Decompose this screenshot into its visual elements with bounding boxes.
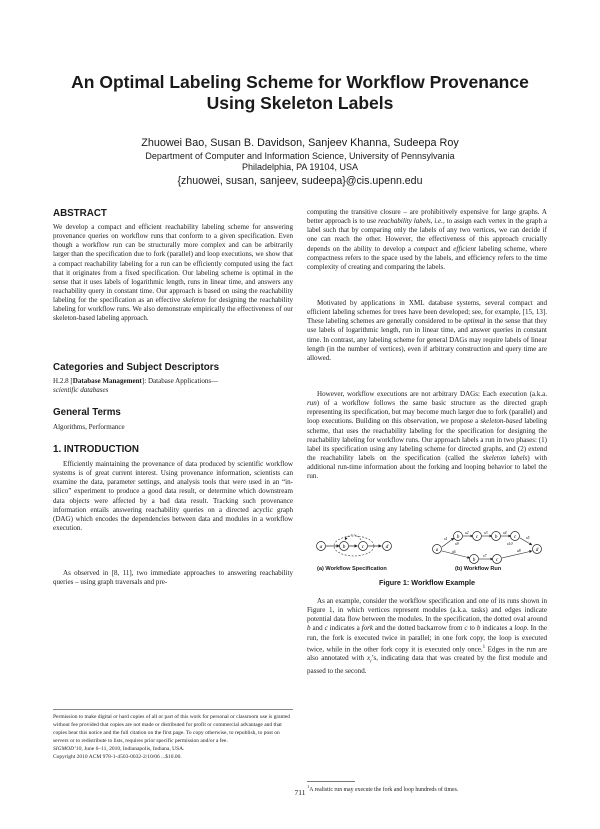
permission-copyright: Copyright 2010 ACM 978-1-4503-0032-2/10/06 ...$10.00. — [53, 753, 182, 760]
footnote-divider — [307, 781, 355, 782]
abstract-heading: ABSTRACT — [53, 208, 107, 219]
text-run: indicates a — [480, 624, 515, 633]
math-var: c — [464, 624, 468, 633]
run-edge-label: x8 — [517, 549, 521, 553]
workflow-figure — [307, 531, 547, 575]
text-run: and — [310, 624, 325, 633]
right-paragraph-1 — [307, 208, 547, 272]
spec-node-label: c — [361, 544, 365, 550]
page-number: 711 — [294, 788, 306, 797]
text-run: However, workflow executions are not arbitrary DAGs: Each execution (a.k.a. — [317, 390, 547, 398]
abstract-text — [53, 223, 293, 323]
figure-subcaption-a: (a) Workflow Specification — [317, 566, 387, 572]
abstract-skeleton-term: skeleton — [182, 296, 206, 304]
text-run: Motivated by applications in XML database systems, several compact and efficient labeling schemes for trees have been developed; see, for example, [15, 13]. These labeling schemes are generally considered to be — [307, 299, 547, 326]
text-run: computing the transitive closure – are prohibitively expensive for large graphs. A better approach is to use — [307, 208, 547, 226]
run-node-label: b — [494, 534, 498, 540]
text-run-italic: skeleton labels — [482, 453, 528, 462]
run-node-label: c — [495, 557, 499, 563]
right-paragraph-2 — [307, 299, 547, 363]
text-run: and the dotted backarrow from — [373, 624, 465, 633]
permission-text: Permission to make digital or hard copies of all or part of this work for personal or classroom use is granted without fee provided that copies are not made or distributed for profit or commercial advantage and that copies bear this notice and the full citation on the first page. To copy otherwise, to republish, to post on servers or to redistribute to lists, requires prior specific permission and/or a fee. — [53, 714, 291, 744]
run-edge-label: x2 — [465, 531, 469, 535]
spec-graph — [317, 535, 392, 556]
text-run: ) of a workflow follows the same basic structure as the directed graph representing its specification, but may become much larger due to fork (parallel) and loop executions. Building on this observation, we propose a — [307, 399, 547, 426]
author-list: Zhuowei Bao, Susan B. Davidson, Sanjeev Khanna, Sudeepa Roy — [141, 137, 459, 149]
permission-divider — [53, 709, 293, 710]
text-run: ’s, indicating data that was created by the first module and passed to the second. — [307, 654, 548, 675]
categories-rest: ]: Database Applications— — [141, 377, 219, 385]
text-run: ) with additional run-time information about the forking and looping behavior to label the run. — [307, 453, 547, 481]
spec-node-label: b — [342, 544, 346, 550]
text-run: labeling scheme, that uses the reachability labeling for the specification for designing the reachability labeling for workflow runs. Our approach labels a run in two phases: (1) label its specification using any labeling scheme for directed graphs, and (2) extend the reachability labels on the specification (called the — [307, 417, 547, 462]
text-run-italic: optimal — [463, 317, 486, 326]
run-edge-label: x4 — [503, 531, 507, 535]
spec-node-label: d — [385, 544, 389, 550]
text-run-italic: run — [307, 399, 317, 408]
intro-heading: 1. INTRODUCTION — [53, 444, 139, 455]
run-edge-label: x3 — [484, 531, 488, 535]
affiliation — [30, 151, 570, 173]
categories-text — [53, 377, 293, 395]
right-paragraph-4 — [307, 597, 547, 676]
footnote-number: 1 — [307, 784, 310, 789]
text-run-italic: reachability labels, i.e., — [378, 217, 445, 226]
title-line-1: An Optimal Labeling Scheme for Workflow Provenance — [71, 72, 529, 92]
run-edge-label: x10 — [507, 542, 513, 546]
run-node-label: b — [456, 534, 460, 540]
run-node-label: d — [535, 547, 539, 553]
categories-bold: Database Management — [72, 377, 142, 385]
permission-venue-rest: June 6–11, 2010, Indianapolis, Indiana, USA. — [82, 745, 185, 752]
text-run: indicates a — [327, 624, 362, 633]
run-node-label: c — [475, 534, 479, 540]
run-node-label: b — [472, 557, 476, 563]
title-line-2: Using Skeleton Labels — [206, 93, 394, 113]
math-var: c — [324, 624, 328, 633]
text-run: labeling scheme, where compactness refers to the space used by the labels, and efficiency refers to the time complexity of creating and comparing the labels. — [307, 244, 547, 271]
text-run-italic: compact — [413, 244, 438, 253]
run-node-label: a — [435, 547, 439, 553]
intro-paragraph-2: As observed in [8, 11], two immediate approaches to answering reachability queries – using graph traversals and pre- — [53, 569, 293, 587]
abstract-body: We develop a compact and efficient reachability labeling scheme for answering provenance queries on workflow runs that conform to a given specification. Even though a workflow run can be structurally more complex and can be arbitrarily larger than the specification due to fork (parallel) and loop executions, we show that a compact reachability labeling for a run can be efficiently computed using the fact that it originates from a fixed specification. Our labeling scheme is optimal in the sense that it uses labels of logarithmic length, runs in linear time, and answers any reachability query in constant time. Our approach is based on using the reachability labeling for the specification as an effective — [53, 223, 293, 304]
text-run-italic: fork — [361, 624, 374, 633]
text-run: As an example, consider the workflow specification and one of its runs shown in Figure 1, in which vertices represent modules (a.k.a. tasks) and edges indicate potential data flow between the modules. In the specification, the dotted oval around — [307, 597, 547, 624]
abstract-body-tail: for designing the reachability labeling for workflow runs. We also demonstrate empirically the effectiveness of our skeleton-based labeling approach. — [53, 296, 294, 323]
text-run: Edges in the run are also annotated with — [307, 644, 547, 663]
affiliation-line-1: Department of Computer and Information Science, University of Pennsylvania — [145, 151, 455, 161]
text-run-italic: skeleton-based — [480, 417, 523, 426]
paper-title — [30, 72, 570, 114]
run-edge-label: x6 — [452, 550, 456, 554]
run-edge-label: x1 — [444, 537, 448, 541]
text-run-italic: efficient — [453, 244, 476, 253]
loop-backarrow — [345, 535, 361, 540]
run-edge-label: x5 — [526, 536, 530, 540]
text-run-italic: loop — [514, 624, 527, 633]
math-subscript: i — [370, 659, 372, 665]
footnote-marker: 1 — [482, 644, 486, 650]
affiliation-line-2: Philadelphia, PA 19104, USA — [242, 161, 358, 172]
text-run: to assign each vertex in the graph a label such that by comparing only the labels of any two vertices, we can decide if one can reach the other. However, the effectiveness of this approach crucially depends on the ability to develop a — [307, 217, 548, 253]
permission-notice — [53, 714, 293, 761]
text-run: to — [467, 624, 477, 633]
text-run: and — [437, 244, 454, 253]
math-var: b — [307, 624, 311, 633]
math-var: b — [476, 624, 481, 633]
run-edge-label: x7 — [483, 554, 487, 558]
intro-paragraph-1: Efficiently maintaining the provenance of data produced by scientific workflow systems is of great current interest. Using provenance information, scientists can examine the data, parameter settings, and analysis tools that were used in an “in-silico” experiment to produce a good data result, or determine which downstream data objects were affected by a bad data result. Tracking such provenance information entails answering reachability queries on a directed acyclic graph (DAG) which encodes the dependencies between data and modules in a workflow execution. — [53, 460, 293, 532]
terms-heading: General Terms — [53, 407, 121, 418]
right-paragraph-3 — [307, 390, 547, 481]
run-edge-label: x9 — [455, 542, 459, 546]
text-run: in the sense that they use labels of logarithmic length, run in linear time, and answer queries in constant time. In contrast, any labeling scheme for general DAGs may require labels of linear length (in the number of vertices), even if arbitrary construction and query time are allowed. — [307, 317, 547, 362]
workflow-diagram — [307, 531, 547, 567]
categories-code: H.2.8 [ — [53, 377, 73, 385]
permission-venue: SIGMOD’10, — [53, 745, 83, 752]
categories-heading: Categories and Subject Descriptors — [53, 362, 220, 373]
figure-subcaption-b: (b) Workflow Run — [455, 566, 502, 572]
run-edge — [442, 551, 470, 558]
terms-text: Algorithms, Performance — [53, 423, 125, 431]
categories-italic: scientific databases — [53, 386, 109, 395]
text-run: . In the run, the fork is executed twice in parallel; in one fork copy, the loop is executed twice, while in the other fork copy it is executed only once. — [307, 624, 547, 653]
footnote-text: A realistic run may execute the fork and loop hundreds of times. — [309, 786, 459, 793]
spec-node-label: a — [319, 544, 323, 550]
run-node-label: c — [513, 534, 517, 540]
run-graph — [433, 531, 542, 564]
math-var: x — [366, 654, 371, 663]
figure-caption: Figure 1: Workflow Example — [378, 578, 476, 587]
author-emails: {zhuowei, susan, sanjeev, sudeepa}@cis.upenn.edu — [177, 175, 423, 187]
